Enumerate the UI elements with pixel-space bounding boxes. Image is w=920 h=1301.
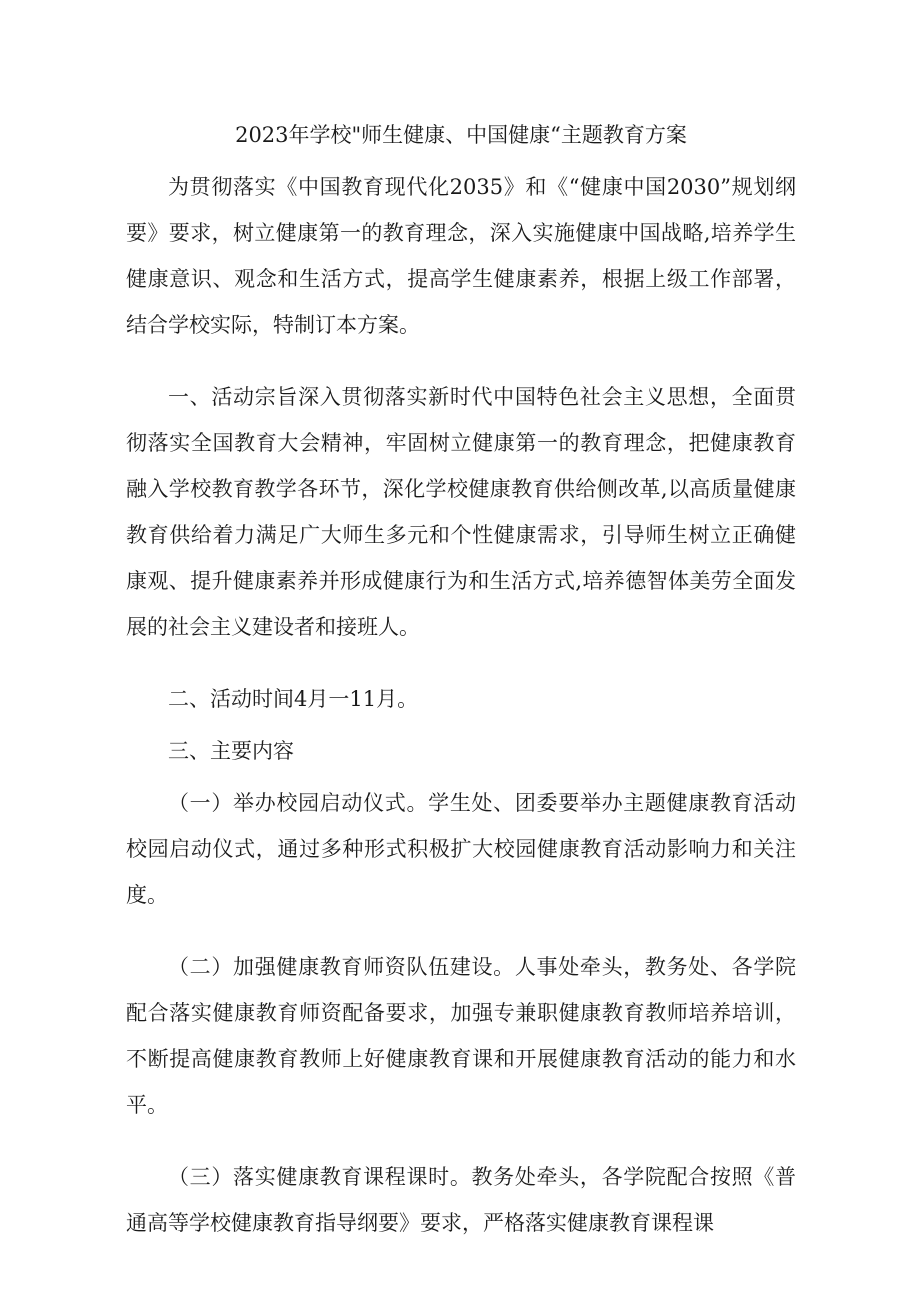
section-time-paragraph: 二、活动时间4月一11月。 xyxy=(168,687,419,711)
section-purpose-paragraph: 一、活动宗旨深入贯彻落实新时代中国特色社会主义思想，全面贯彻落实全国教育大会精神，牢固树立健康第一的教育理念，把健康教育融入学校教育教学各环节，深化学校健康教育供给侧改革,以高质量健康教育供给着力满足广大师生多元和个性健康需求，引导师生树立正确健康观、提升健康素养并形成健康行为和生活方式,培养德智体美劳全面发展的社会主义建设者和接班人。 xyxy=(126,385,796,639)
document-page xyxy=(126,118,796,1272)
content-item-3-paragraph: （三）落实健康教育课程课时。教务处牵头，各学院配合按照《普通高等学校健康教育指导纲要》要求，严格落实健康教育课程课 xyxy=(126,1165,796,1235)
document-title: 2023年学校"师生健康、中国健康“主题教育方案 xyxy=(235,123,687,147)
section-content-heading: 三、主要内容 xyxy=(168,739,294,763)
intro-paragraph: 为贯彻落实《中国教育现代化2035》和《“健康中国2030”规划纲要》要求，树立健康第一的教育理念，深入实施健康中国战略,培养学生健康意识、观念和生活方式，提高学生健康素养，根据上级工作部署，结合学校实际，特制订本方案。 xyxy=(126,175,796,337)
content-item-2-paragraph: （二）加强健康教育师资队伍建设。人事处牵头，教务处、各学院配合落实健康教育师资配备要求，加强专兼职健康教育教师培养培训，不断提高健康教育教师上好健康教育课和开展健康教育活动的能力和水平。 xyxy=(126,955,796,1117)
content-item-1-paragraph: （一）举办校园启动仪式。学生处、团委要举办主题健康教育活动校园启动仪式，通过多种形式积极扩大校园健康教育活动影响力和关注度。 xyxy=(126,791,796,907)
